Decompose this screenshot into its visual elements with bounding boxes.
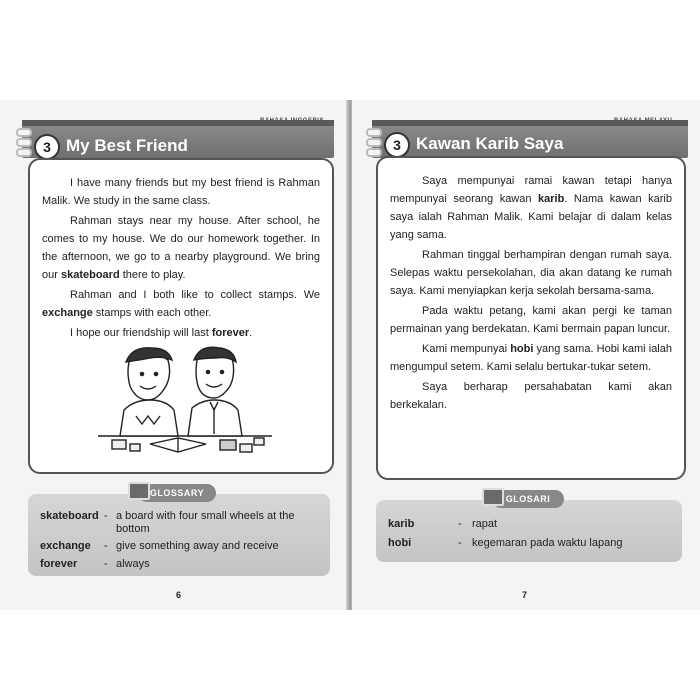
book-icon [482,488,504,506]
glossary-row [40,510,326,538]
glossary-dash: - [104,540,108,552]
story-text [390,172,672,416]
paragraph: Rahman stays near my house. After school, he comes to my house. We do our homework together. In the afternoon, we go to a nearby playground. We bring our skateboard there to play. [42,215,320,281]
glossary-term: forever [40,558,78,570]
book-spread [0,100,700,610]
glossary-label: GLOSSARY [138,484,216,502]
right-page [352,100,700,610]
story-text-box [376,156,686,480]
book-icon [128,482,150,500]
page-number: 6 [176,590,182,600]
binder-ring-icon [366,148,382,157]
story-text [42,174,320,344]
glossary-dash: - [104,558,108,570]
paragraph: Rahman tinggal berhampiran dengan rumah saya. Selepas waktu persekolahan, dia akan datang ke rumah saya. Kami menyiapkan kerja sekolah bersama-sama. [390,249,672,297]
glossary-dash: - [104,510,108,522]
binder-ring-icon [16,138,32,147]
glossary-label: GLOSARI [492,490,564,508]
glossary-term: skateboard [40,510,99,522]
glossary-row [388,537,678,551]
paragraph: Saya berharap persahabatan kami akan berkekalan. [390,381,672,411]
binder-ring-icon [366,128,382,137]
chapter-title: My Best Friend [66,136,188,155]
glossary-row [40,540,326,554]
glossary-definition: give something away and receive [116,540,279,552]
paragraph: Saya mempunyai ramai kawan tetapi hanya mempunyai seorang kawan karib. Nama kawan karib saya ialah Rahman Malik. Kami belajar di dalam kelas yang sama. [390,175,672,241]
left-page [0,100,348,610]
glossary-definition: a board with four small wheels at the bottom [116,510,295,535]
paragraph: I have many friends but my best friend is Rahman Malik. We study in the same class. [42,177,320,207]
glossary-definition: rapat [472,518,498,530]
glossary-dash: - [458,518,462,530]
paragraph: Kami mempunyai hobi yang sama. Hobi kami ialah mengumpul setem. Kami selalu bertukar-tukar setem. [390,343,672,373]
paragraph: Pada waktu petang, kami akan pergi ke taman permainan yang berdekatan. Kami bermain papan luncur. [390,305,672,335]
glossary-term: karib [388,518,415,530]
page-number: 7 [522,590,528,600]
paragraph: Rahman and I both like to collect stamps. We exchange stamps with each other. [42,289,320,319]
boys-with-stamps-illustration [90,344,280,466]
glossary-definition: always [116,558,150,570]
glossary-dash: - [458,537,462,549]
glossary-box [376,494,682,562]
chapter-title: Kawan Karib Saya [416,134,564,153]
glossary-definition: kegemaran pada waktu lapang [472,537,623,549]
story-text-box [28,158,334,474]
binder-ring-icon [366,138,382,147]
glossary-term: exchange [40,540,91,552]
binder-ring-icon [16,128,32,137]
binder-ring-icon [16,148,32,157]
glossary-row [388,518,678,532]
glossary-row [40,558,326,572]
glossary-term: hobi [388,537,412,549]
paragraph: I hope our friendship will last forever. [70,327,253,339]
glossary-box [28,488,330,576]
chapter-number-badge: 3 [34,134,60,160]
chapter-number-badge: 3 [384,132,410,158]
